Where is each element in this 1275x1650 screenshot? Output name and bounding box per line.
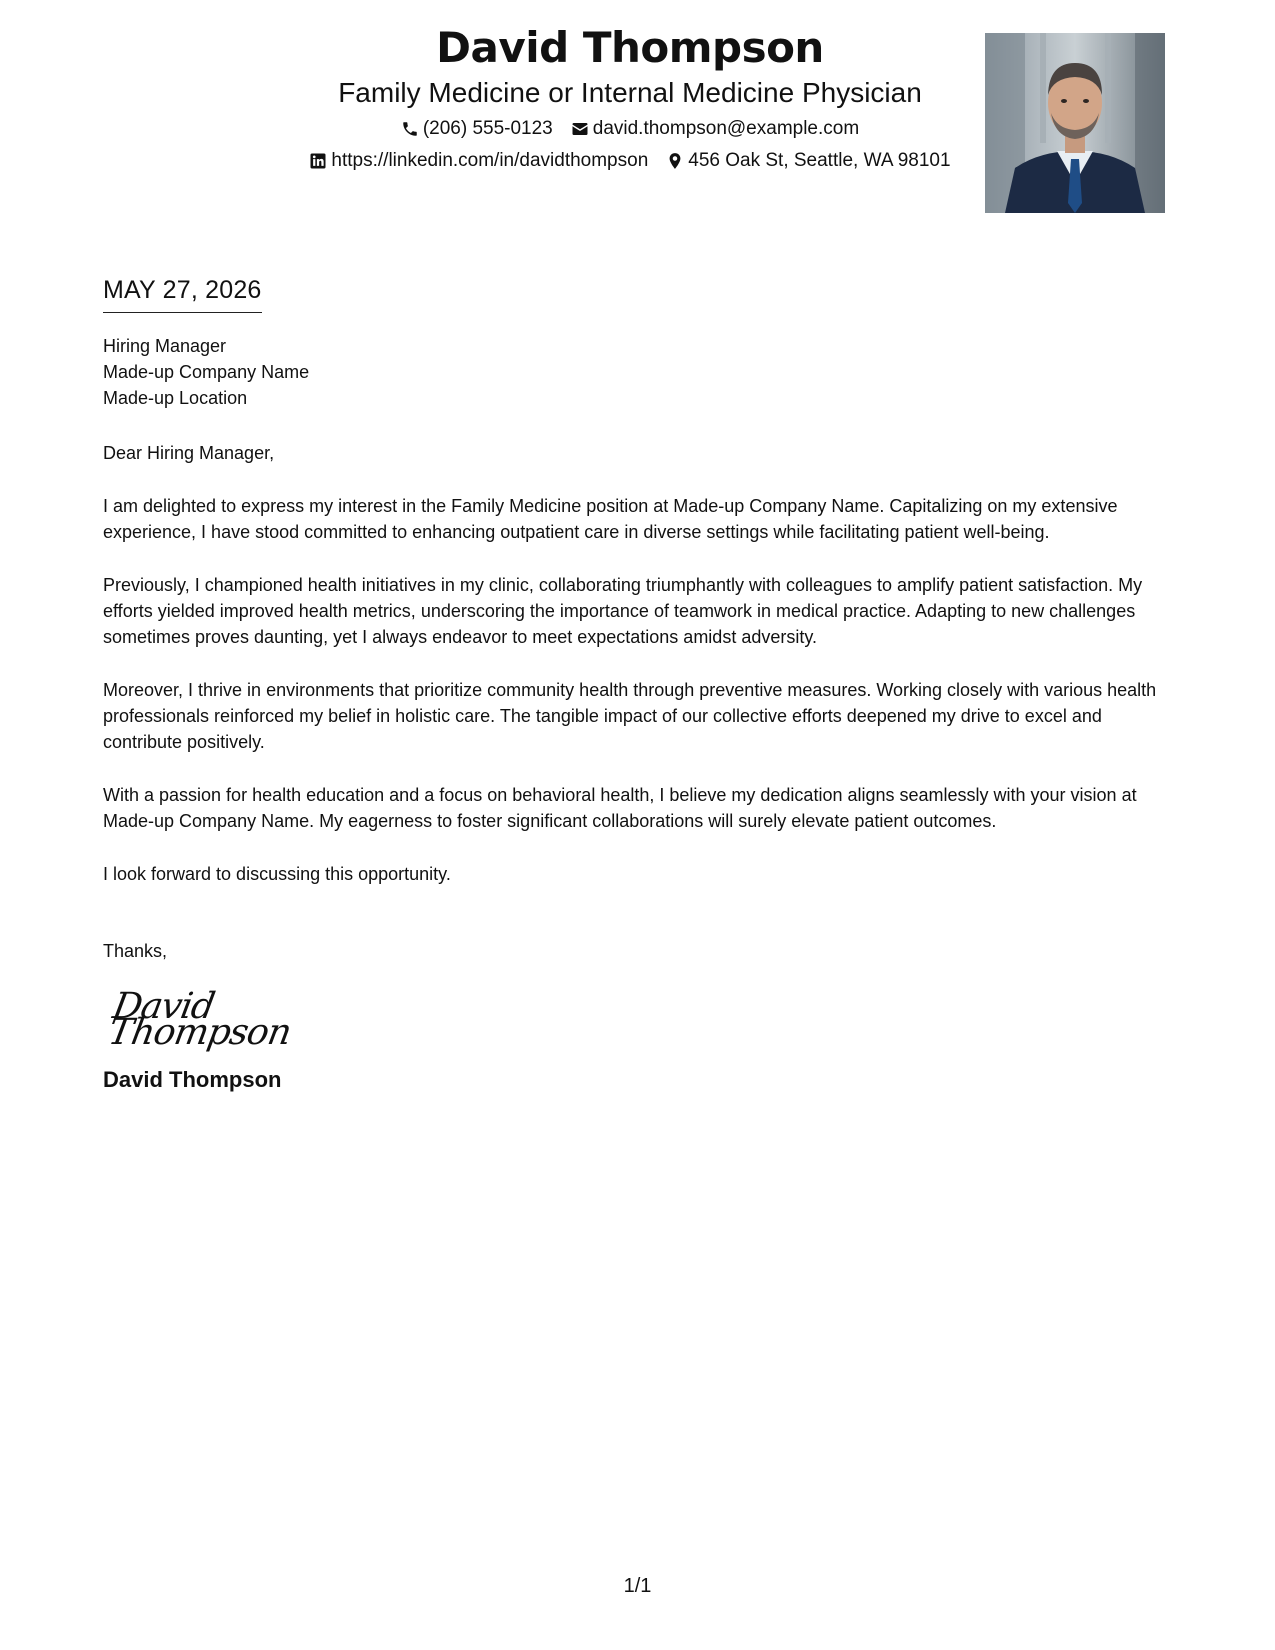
email-address: david.thompson@example.com	[592, 118, 860, 139]
contact-address[interactable]	[666, 148, 950, 174]
letter-body	[103, 274, 1178, 1094]
letter-date: MAY 27, 2026	[103, 274, 262, 313]
closing: Thanks,	[103, 941, 168, 961]
phone-icon	[401, 120, 419, 138]
contact-linkedin[interactable]	[309, 148, 648, 174]
contact-phone[interactable]	[401, 116, 553, 142]
recipient-line: Made-up Company Name	[103, 362, 310, 382]
recipient-block	[103, 333, 1178, 411]
paragraph: I am delighted to express my interest in the Family Medicine position at Made-up Company Name. Capitalizing on my extensive experience, I have stood committed to enhancing outpatient care in diverse settings while facilitating patient well-being.	[103, 496, 1118, 542]
paragraph: With a passion for health education and a focus on behavioral health, I believe my dedication aligns seamlessly with your vision at Made-up Company Name. My eagerness to foster significant collaborations will surely elevate patient outcomes.	[103, 785, 1137, 831]
profile-photo	[985, 33, 1165, 213]
applicant-name: David Thompson	[436, 23, 824, 72]
recipient-line: Hiring Manager	[103, 336, 227, 356]
paragraph: I look forward to discussing this opportunity.	[103, 864, 451, 884]
signature-text: David Thompson	[105, 986, 294, 1053]
signer-name: David Thompson	[103, 1067, 282, 1092]
map-pin-icon	[666, 152, 684, 170]
header-info	[200, 22, 1060, 174]
applicant-title: Family Medicine or Internal Medicine Physician	[338, 77, 922, 108]
recipient-line: Made-up Location	[103, 388, 248, 408]
linkedin-url: https://linkedin.com/in/davidthompson	[331, 150, 649, 171]
street-address: 456 Oak St, Seattle, WA 98101	[688, 150, 951, 171]
phone-number: (206) 555-0123	[422, 118, 553, 139]
envelope-icon	[571, 120, 589, 138]
paragraph: Previously, I championed health initiatives in my clinic, collaborating triumphantly with colleagues to amplify patient satisfaction. My efforts yielded improved health metrics, underscoring the importance of teamwork in medical practice. Adapting to new challenges sometimes proves daunting, yet I always endeavor to meet expectations amidst adversity.	[103, 575, 1143, 647]
contact-row-1	[200, 116, 1060, 142]
page-number: 1/1	[623, 1575, 652, 1597]
salutation: Dear Hiring Manager,	[103, 443, 275, 463]
handwritten-signature	[105, 986, 367, 1053]
letter-header	[0, 0, 1275, 230]
contact-row-2	[200, 148, 1060, 174]
contact-email[interactable]	[571, 116, 859, 142]
paragraph: Moreover, I thrive in environments that prioritize community health through preventive measures. Working closely with various health professionals reinforced my belief in holistic care. The tangible impact of our collective efforts deepened my drive to excel and contribute positively.	[103, 680, 1157, 752]
linkedin-icon	[309, 152, 327, 170]
